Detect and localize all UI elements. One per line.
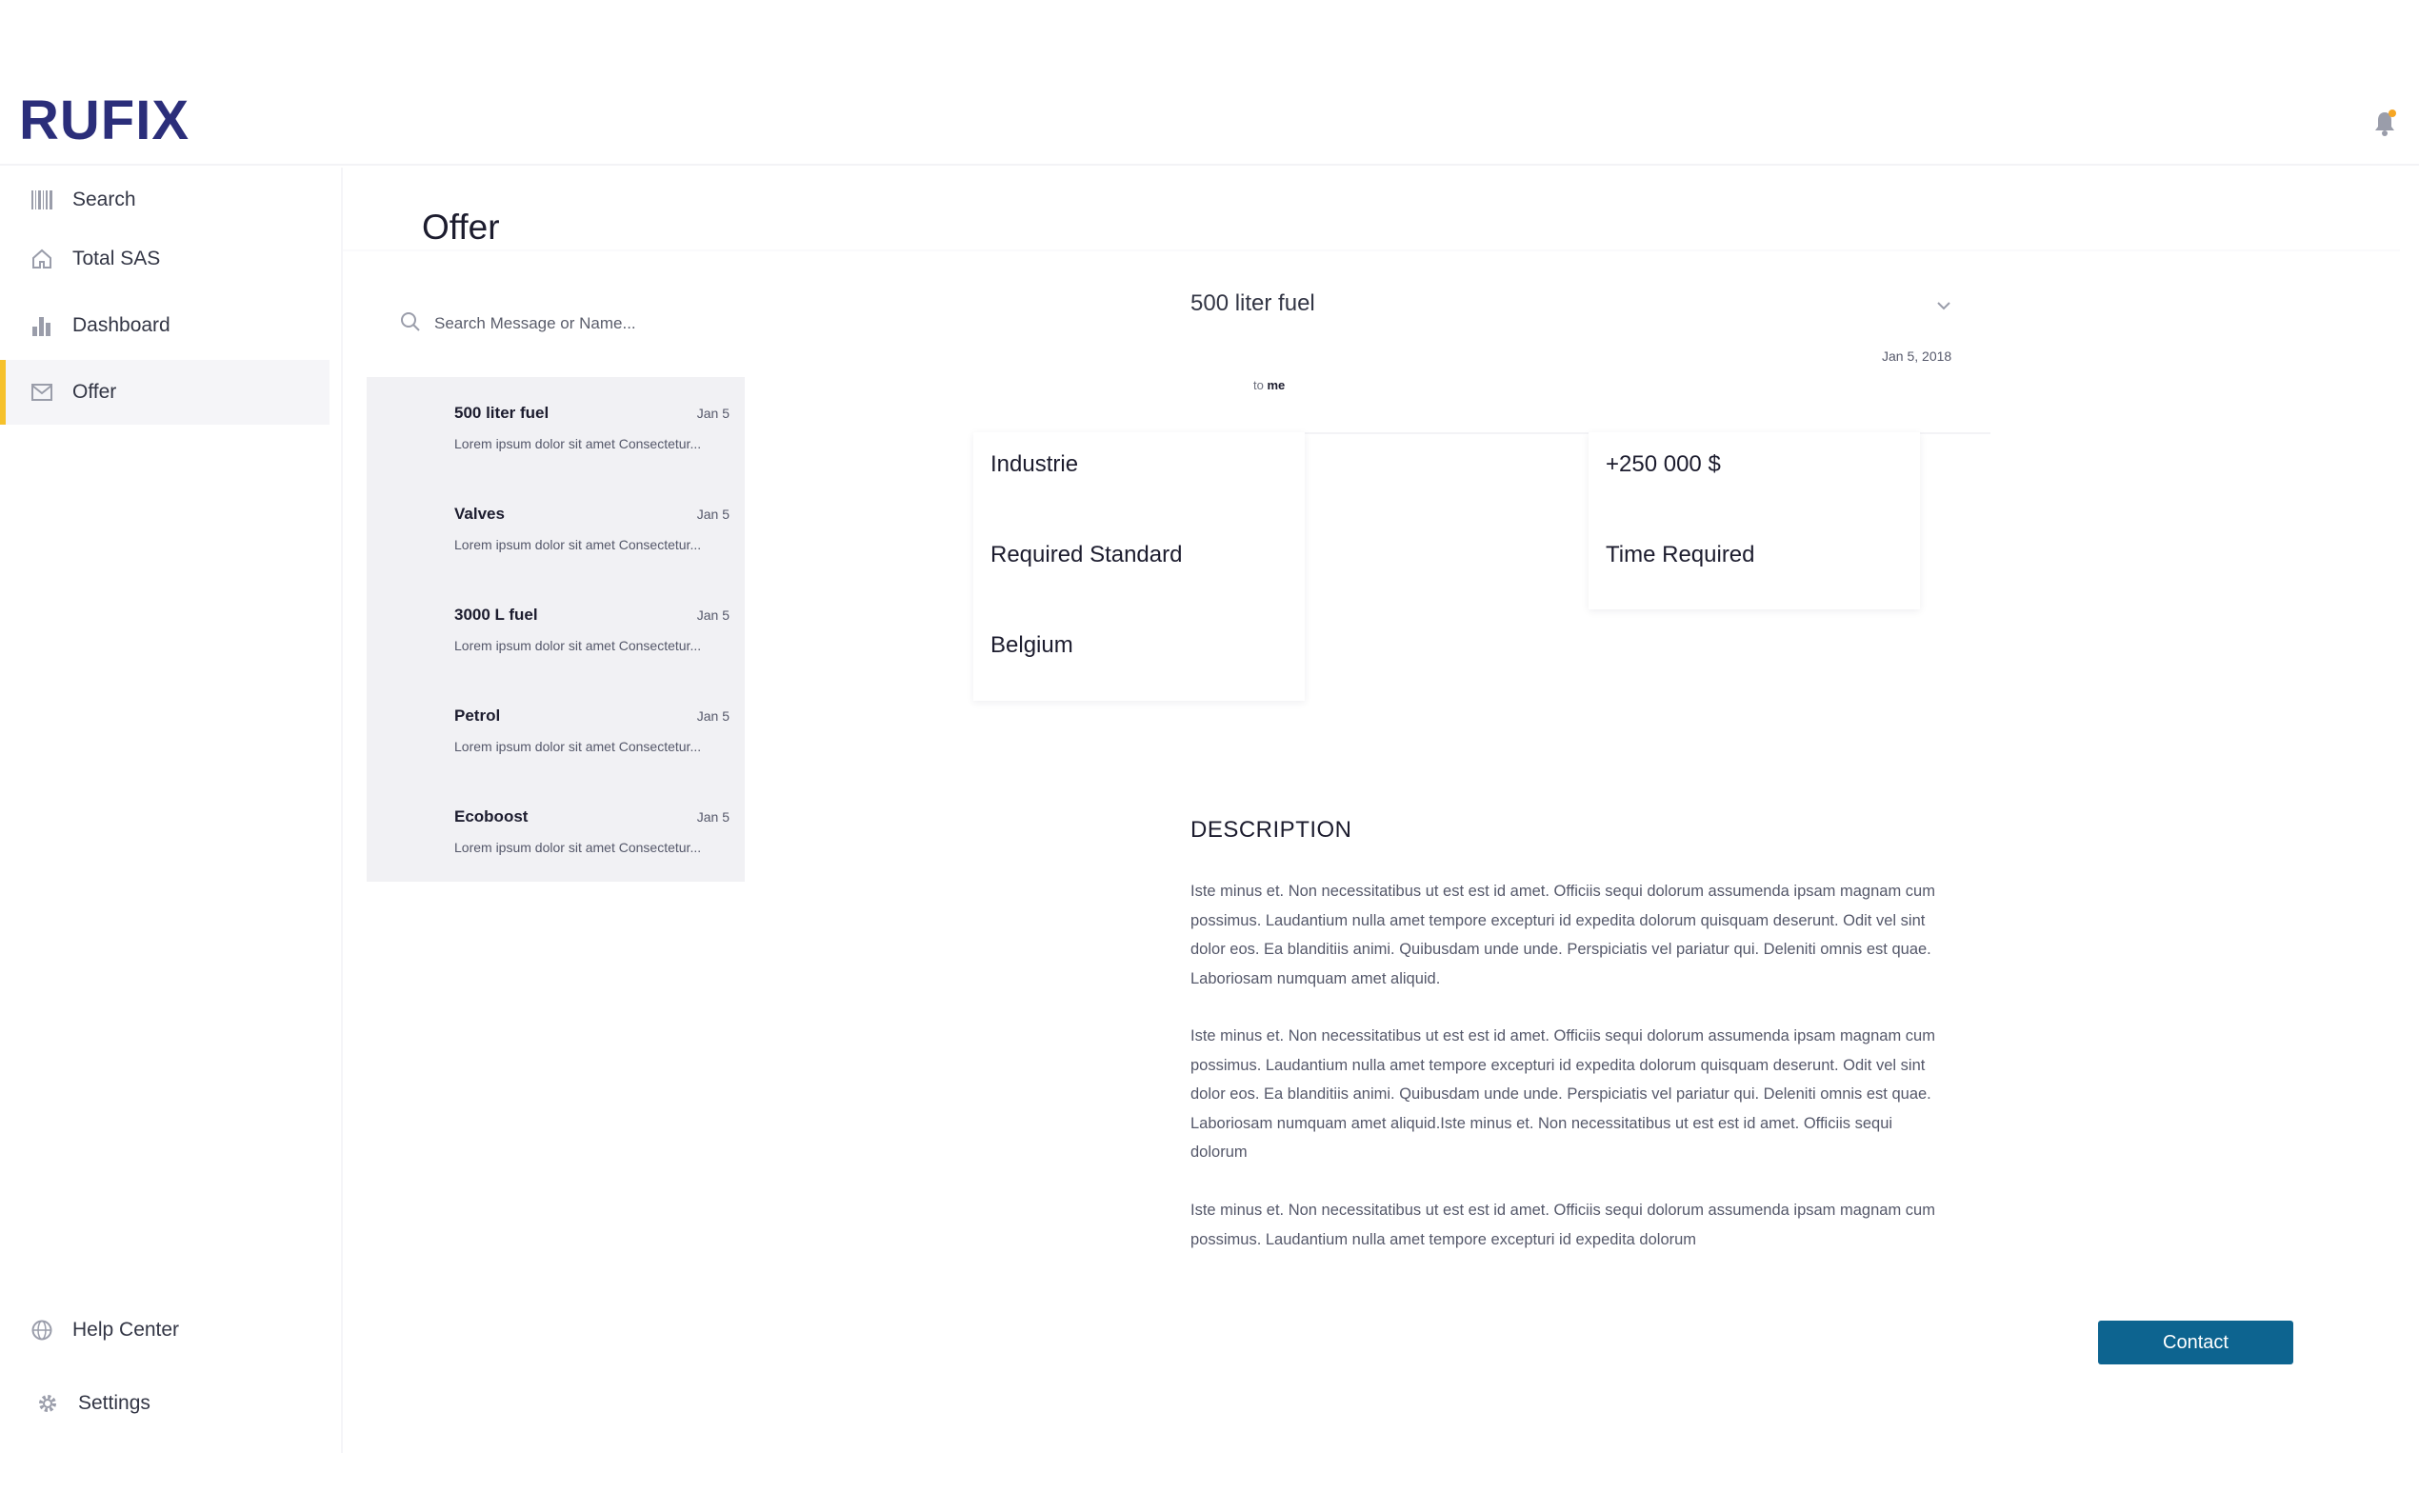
search-input[interactable] xyxy=(434,314,720,333)
page-title: Offer xyxy=(422,208,500,247)
message-preview: Lorem ipsum dolor sit amet Consectetur... xyxy=(454,436,702,451)
offer-budget-card xyxy=(1589,432,1920,609)
sidebar-item-offer[interactable] xyxy=(0,360,330,425)
message-list xyxy=(367,377,745,882)
sidebar xyxy=(0,168,343,1453)
sidebar-item-label: Offer xyxy=(72,381,117,403)
envelope-icon xyxy=(30,381,53,404)
sidebar-item-label: Help Center xyxy=(72,1319,180,1341)
search-icon xyxy=(400,311,421,337)
detail-country: Belgium xyxy=(990,632,1073,658)
sidebar-item-label: Dashboard xyxy=(72,314,170,336)
brand-logo[interactable]: RUFIX xyxy=(19,90,190,151)
sidebar-item-total-sas[interactable] xyxy=(0,227,330,291)
message-title: Ecoboost xyxy=(454,807,529,826)
sidebar-item-help-center[interactable] xyxy=(0,1298,330,1363)
message-preview: Lorem ipsum dolor sit amet Consectetur... xyxy=(454,537,702,552)
message-search xyxy=(400,301,743,347)
message-date: Jan 5 xyxy=(696,607,730,623)
sidebar-item-settings[interactable] xyxy=(0,1371,330,1436)
list-item[interactable] xyxy=(367,478,745,579)
message-subject: 500 liter fuel xyxy=(1190,290,1315,316)
contact-button[interactable]: Contact xyxy=(2098,1321,2293,1364)
message-title: 3000 L fuel xyxy=(454,606,538,624)
message-title: Petrol xyxy=(454,706,501,725)
home-icon xyxy=(30,248,53,270)
description-paragraph: Iste minus et. Non necessitatibus ut est est id amet. Officiis sequi dolorum assumenda ipsam magnam cum possimus. Laudantium nulla amet tempore excepturi id expedita dolorum quisquam deserunt. Odit vel sint dolor eos. Ea blanditiis animi. Quibusdam unde unde. Perspiciatis vel pariatur qui. Deleniti omnis est quae. Laboriosam numquam amet aliquid. xyxy=(1190,883,1935,987)
message-title: 500 liter fuel xyxy=(454,404,550,422)
barcode-icon xyxy=(30,189,53,211)
sidebar-item-label: Search xyxy=(72,189,136,210)
description-title: DESCRIPTION xyxy=(1190,817,1352,843)
sidebar-item-dashboard[interactable] xyxy=(0,293,330,358)
recipient-name: me xyxy=(1267,378,1286,392)
message-title: Valves xyxy=(454,505,505,523)
list-item[interactable] xyxy=(367,680,745,781)
chevron-down-icon[interactable] xyxy=(1933,295,1954,316)
gear-icon xyxy=(36,1392,59,1415)
list-item[interactable] xyxy=(367,781,745,882)
bell-icon[interactable] xyxy=(2371,109,2398,137)
detail-industry: Industrie xyxy=(990,451,1079,477)
bar-chart-icon xyxy=(30,314,53,337)
message-date: Jan 5 xyxy=(696,809,730,825)
top-header xyxy=(0,0,2419,166)
sidebar-item-label: Total SAS xyxy=(72,248,161,269)
message-date: Jan 5 xyxy=(696,708,730,724)
message-preview: Lorem ipsum dolor sit amet Consectetur... xyxy=(454,739,702,754)
offer-details-card xyxy=(973,432,1305,701)
globe-icon xyxy=(30,1319,53,1342)
sidebar-item-label: Settings xyxy=(78,1392,150,1414)
sidebar-item-search[interactable] xyxy=(0,168,330,232)
description-paragraph: Iste minus et. Non necessitatibus ut est est id amet. Officiis sequi dolorum assumenda ipsam magnam cum possimus. Laudantium nulla amet tempore excepturi id expedita dolorum quisquam deserunt. Odit vel sint dolor eos. Ea blanditiis animi. Quibusdam unde unde. Perspiciatis vel pariatur qui. Deleniti omnis est quae. Laboriosam numquam amet aliquid.Iste minus et. Non necessitatibus ut est est id amet. Officiis sequi dolorum xyxy=(1190,1027,1935,1161)
message-date: Jan 5 xyxy=(696,406,730,421)
list-item[interactable] xyxy=(367,377,745,478)
recipient-line xyxy=(1253,378,1285,392)
detail-required-standard: Required Standard xyxy=(990,542,1183,567)
list-item[interactable] xyxy=(367,579,745,680)
message-preview: Lorem ipsum dolor sit amet Consectetur... xyxy=(454,638,702,653)
description-paragraph: Iste minus et. Non necessitatibus ut est est id amet. Officiis sequi dolorum assumenda ipsam magnam cum possimus. Laudantium nulla amet tempore excepturi id expedita dolorum xyxy=(1190,1202,1935,1248)
recipient-prefix: to xyxy=(1253,378,1264,392)
message-date: Jan 5 xyxy=(696,507,730,522)
message-preview: Lorem ipsum dolor sit amet Consectetur... xyxy=(454,840,702,855)
detail-time-required: Time Required xyxy=(1606,542,1755,567)
message-date-full: Jan 5, 2018 xyxy=(1882,348,1952,364)
detail-budget: +250 000 $ xyxy=(1606,451,1721,477)
